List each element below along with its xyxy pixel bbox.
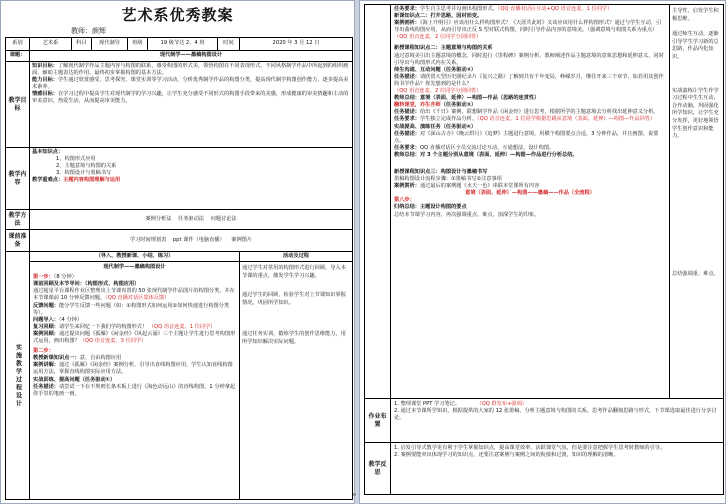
homework-1-red: （QQ 群发布+强调） xyxy=(476,401,527,407)
homework-label: 作业布置 xyxy=(365,399,391,443)
question-time: （4 分钟） xyxy=(58,316,83,323)
review-text: 请学生来回忆一下我们学的构图形式！ xyxy=(58,323,148,330)
homework-1: 1. 整理课堂 PPT 学习笔记。 xyxy=(394,401,461,407)
side-r1: 主导性，启发学生积极思维。 xyxy=(672,8,719,22)
teacher-label: 教师： xyxy=(71,27,92,35)
content-label: 教学内容 xyxy=(6,148,30,210)
step2-name2: 意、自由构图应用 xyxy=(79,355,122,362)
emotion-title: 情感目标： xyxy=(32,91,58,98)
right-label-cell xyxy=(365,5,391,399)
topic-label: 课题： xyxy=(6,51,30,62)
feedback-title: 反馈问题： xyxy=(33,302,59,309)
emotion-text: 在学习过程中提高学生对现代制学的学习兴趣，让学生充分感受不同形式的构图手段带来的美感，形成健康的审美情趣和主动的审美意识，热爱生活，从而提高审美能力。 xyxy=(32,91,349,105)
prep-1: 学习时间规划表 xyxy=(129,236,167,243)
step2-case-title: 案例讲解： xyxy=(33,362,59,369)
r4-sum-title: 教师总结： xyxy=(394,151,420,158)
r1-task-title: 任务要求： xyxy=(394,6,420,12)
subject-label: 科目 xyxy=(72,38,92,51)
process-body xyxy=(30,262,240,500)
r3-task-text: 给出《千日》案例，联想制学作品《闲金经》进行思考，根据所学的主题意境去分析找出延伸意义分析。 xyxy=(419,109,659,116)
time-label: 时间 xyxy=(218,38,240,51)
step2-case-text: 通过《孤雁》《闲金经》案例分析，引导出直线构图应用，学生认知直线构图运用方法，掌握直线构图实际应用方法。 xyxy=(33,362,233,376)
r1-red2: （QQ 语音连麦、2 位同学分别回答） xyxy=(394,34,482,41)
r2-name: 主题意境与构图的关系 xyxy=(440,45,493,52)
content-body xyxy=(30,148,353,210)
lesson-plan-table-left xyxy=(5,37,353,500)
key-text: 主题内容构图理解与运用 xyxy=(63,177,121,184)
r3-title: 翻转课堂，亦生亦师 xyxy=(394,102,441,109)
r4-sum-text: 对 3 个主题分别从意境（表面、延伸）—构图—作品进行分析总结。 xyxy=(419,151,578,158)
r4-task-text: 对《深山古寺》《晚云烘月》《追梦》主题进行意境，用横个构图要点合适，3 分钟作品，并且画图、说要点。 xyxy=(394,130,659,144)
case-review-title: 案例回顾： xyxy=(33,330,59,337)
time-value: 2020 年 3 月 12 日 xyxy=(240,38,353,51)
case-review-text: 通过提出问题《孤雁》《闲金经》《风起云涌》三个主题让学生进行思考构图形式运用，画出构图？ xyxy=(33,330,236,345)
r2-task-title: 任务描述： xyxy=(394,73,420,80)
left-page xyxy=(0,0,355,504)
r1-case-text: 《海上升明月》应该用什么样构图形式？《天涯共此时》又该应该用什么样构图形式？通过与学生互动，引导出曲线构图应用，从而引导出正反 S 型对联式构图，同时引导作品内容的意境美。（强调意境与构图关系为重点） xyxy=(394,20,662,34)
step2-train: 实战训练、提高问题（任务驱动①） xyxy=(33,376,116,383)
process-head: （导入、教授新课、小结、练习） xyxy=(30,252,240,262)
r2-red: （QQ 语音连麦、2 位同学分别回答） xyxy=(394,88,482,95)
basic-title: 基本知识点： xyxy=(32,149,64,155)
method-2: 任务驱动法 xyxy=(178,215,204,222)
review-title: 复习回顾： xyxy=(33,323,59,330)
r6-text: 总结本节课学习内容，再次强调重点、难点，加深学生的印象。 xyxy=(394,211,540,218)
dept-label: 系别 xyxy=(6,38,30,51)
right-side-notes xyxy=(670,5,724,399)
ability-text: 学生通过欣赏感受、思考探究、课堂实训等学习活动，分析优秀制学作品的构图分类，提高现代制学构图创作能力，逐步提高美术素养。 xyxy=(32,77,349,91)
method-label: 教学方法 xyxy=(6,210,30,230)
method-3: 问题讨论法 xyxy=(210,215,237,222)
class-label: 班级 xyxy=(128,38,148,51)
lesson-plan-table-right xyxy=(364,4,724,495)
r5-case-text: 通过最后的案例题《水天一色》串联本堂课所有内容 xyxy=(419,183,540,190)
r3-req-text: 学生独立完成作品分析。 xyxy=(419,116,478,123)
r6-sum: 归纳总结：主题设计构图的要点 xyxy=(394,204,467,211)
side-note-3: 通过任务实训，锻炼学生的创作思维能力，用所学知识解决实际问题。 xyxy=(242,331,346,346)
question-title: 问题导入： xyxy=(33,316,59,323)
feedback-text: 能分学生反馈一些问题（如：①构图形式如何运用②如何快速进行构图分类等）。 xyxy=(33,302,230,316)
subject-value: 现代制导 xyxy=(92,38,128,51)
process-side-head: 活动及过程 xyxy=(240,252,353,262)
process-label: 实施教学过程设计 xyxy=(6,252,30,500)
teacher-name: 颜辉 xyxy=(92,27,106,35)
prep-label: 课前准备 xyxy=(6,230,30,252)
r1-red: （QQ 直播对话区互动+QQ 语音连麦、1 位同学） xyxy=(497,6,613,12)
side-note-1: 通过学生对常用的构图形式进行回顾，导入本节课的重点，激发学生学习兴趣。 xyxy=(242,265,346,279)
dept-value: 艺术系 xyxy=(30,38,72,51)
side-note-2: 通过学生的回顾，检验学生对上节课知识掌握情况，巩固所学知识。 xyxy=(242,292,346,306)
homework-2: 2. 通过本节课所学知识，根据提供的大家的 12 张墨稿，分析主题意境与构图的关系，思考作品翻刻思路与形式，下节课选取最佳进行分享讨论。 xyxy=(394,408,717,422)
case-review-red: （QQ 语音连麦、3 位同学） xyxy=(79,338,147,345)
method-1: 案例分析法 xyxy=(145,215,172,222)
r2-title: 新授课程知识点二： xyxy=(394,45,441,52)
step1-label: 第一步： xyxy=(33,274,54,281)
r5-red: 意境（表面、延伸）—构图——墨稿——作品（全流程） xyxy=(465,190,595,197)
r6-step: 第八步： xyxy=(394,197,415,204)
reflection-2: 2. 案例要能突出体现学习的知识点，还要注意案例与案例之间的衔接和过渡，知识的理解的清晰。 xyxy=(394,452,619,459)
step1-name: 课前回顾及本节导问：（构图形式、构图应用） xyxy=(33,281,140,288)
review-red: （QQ 语音连麦、1 位同学） xyxy=(148,323,216,330)
right-process-body xyxy=(391,5,670,399)
reflection-body xyxy=(391,443,724,495)
r1-case-title: 案例剖析： xyxy=(394,20,420,27)
goals-content xyxy=(30,62,353,148)
goals-label: 教学目标 xyxy=(6,62,30,148)
knowledge-text: 了解现代制学作品主题内容与构图的联系，感受构图的形式美，领悟构图在不同表现形式、不同风格制学作品中所起到的组织画面、辅助主题表达的作用，最终初步掌握构图的基本方法。 xyxy=(32,63,349,77)
r5-title: 新授课程知识点三： xyxy=(394,168,441,175)
class-value: 19 级节达 2、4 班 xyxy=(148,38,218,51)
r5-name: 构图设计与墨稿书写 xyxy=(440,168,488,175)
r3-drive: （任务驱动③） xyxy=(440,102,477,109)
r2-sum-title: 教师总结： xyxy=(394,95,420,102)
document-title: 艺术系优秀教案 xyxy=(121,6,234,24)
reflection-label: 教学反思 xyxy=(365,443,391,495)
r2-q: 师生沟通、互动问题（任务驱动②） xyxy=(394,66,477,73)
step2-task-text: 请尝试一下在不规则长条木板上进行《海色动远山》的直线构图，1 分钟拿起你手里的笔画一画。 xyxy=(33,383,236,397)
point-2: 2、主题意境与构图的关系 xyxy=(56,163,117,170)
ability-title: 能力目标： xyxy=(32,77,58,84)
step2-task-title: 任务描述： xyxy=(33,383,59,390)
page-marker xyxy=(353,493,356,496)
prep-items xyxy=(30,230,353,252)
step2-name: 教授新课知识点一： xyxy=(33,355,80,362)
r4-req-title: 任务要求： xyxy=(394,144,420,151)
prep-2: ppt 课件（电脑直播） xyxy=(172,236,225,243)
r3-red: （QQ 语音连麦、1 位同学根据思路从意境（表面、延伸）—构图—作品回答） xyxy=(477,116,656,123)
key-title: 教学重难点： xyxy=(32,177,64,184)
point-1: 1、构图形式应用 xyxy=(56,156,96,163)
process-side-notes xyxy=(240,262,353,500)
side-r4: 总结强调重、难点。 xyxy=(672,270,719,277)
step2-label: 第二步： xyxy=(33,348,54,355)
step1-time: （8 分钟） xyxy=(53,274,77,281)
topic-value: 现代制学——墨稿构图设计 xyxy=(30,51,353,62)
r2-sum-text: 意境（表面、延伸）—构图—作品（思路的连贯性） xyxy=(419,95,540,102)
reflection-1: 1. 启发引导式教学更有利于学生掌握知识点，提高课堂效率，活跃课堂气氛，但是要注意把握学生思考时教师的引导。 xyxy=(394,445,666,451)
step1-text: 通过超星平台课程作业区整理出上节课布置的 50 张现代制学作品图片的构图分类，并在本节课课前 10 分钟反馈问题。 xyxy=(33,288,235,302)
r1-point: 新课知识点二：打开思路，因材而变。 xyxy=(394,13,483,20)
side-r3: 实战演练让学生作学习过程中生生互动，合作动脑，巩固强化所学知识，让学生充分发挥，更好地领悟学生创作意识和能力。 xyxy=(672,87,719,140)
r2-task-text: 请欣赏大型历史剧纪录片《复兴之路》了解到共有千年变局，峥嵘岁月，继往开来三个章节，如若用其创作简书学作品？你先想到的是什么？ xyxy=(394,73,664,87)
r4-task-title: 任务描述： xyxy=(394,130,420,137)
r3-req-title: 任务要求： xyxy=(394,116,420,123)
process-subtitle: 现代制学——墨稿构图设计 xyxy=(103,264,166,271)
prep-3: 案例图片 xyxy=(231,236,253,243)
r1-task-text: 学生自主思考并勾画出构图形式。 xyxy=(419,6,498,12)
r3-task-title: 任务描述： xyxy=(394,109,420,116)
r5-case-title: 案例赏析： xyxy=(394,183,420,190)
knowledge-title: 知识目标： xyxy=(32,63,58,69)
point-3: 3、构图设计与墨稿书写 xyxy=(56,170,112,177)
homework-body xyxy=(391,399,724,443)
r4-title: 实战提高、演练任务 xyxy=(394,123,441,130)
r5-sub: 墨稿构图设计流程步骤：①墨稿书写②注意事项 xyxy=(394,176,502,183)
teacher-line xyxy=(1,26,354,36)
method-items xyxy=(30,210,353,230)
right-page xyxy=(359,0,726,504)
step1-red: （QQ 直播对话区集体反馈） xyxy=(105,295,170,302)
r4-drive: （任务驱动④） xyxy=(440,123,477,130)
side-r2: 通过师生互动，逐渐引导学生学习新的总思路，作品内化知识。 xyxy=(672,31,719,60)
r2-text: 通过意境美引出主题意境的概念，同时进行《里程碑》案例分析，教师阐述作品主题意境的意象思想和延伸意义，同时引导出与构图形式内在关系。 xyxy=(394,52,664,66)
r4-req-text: QQ 直播对话区全员交流讨论互动，互通想法，设计构图。 xyxy=(419,144,555,151)
